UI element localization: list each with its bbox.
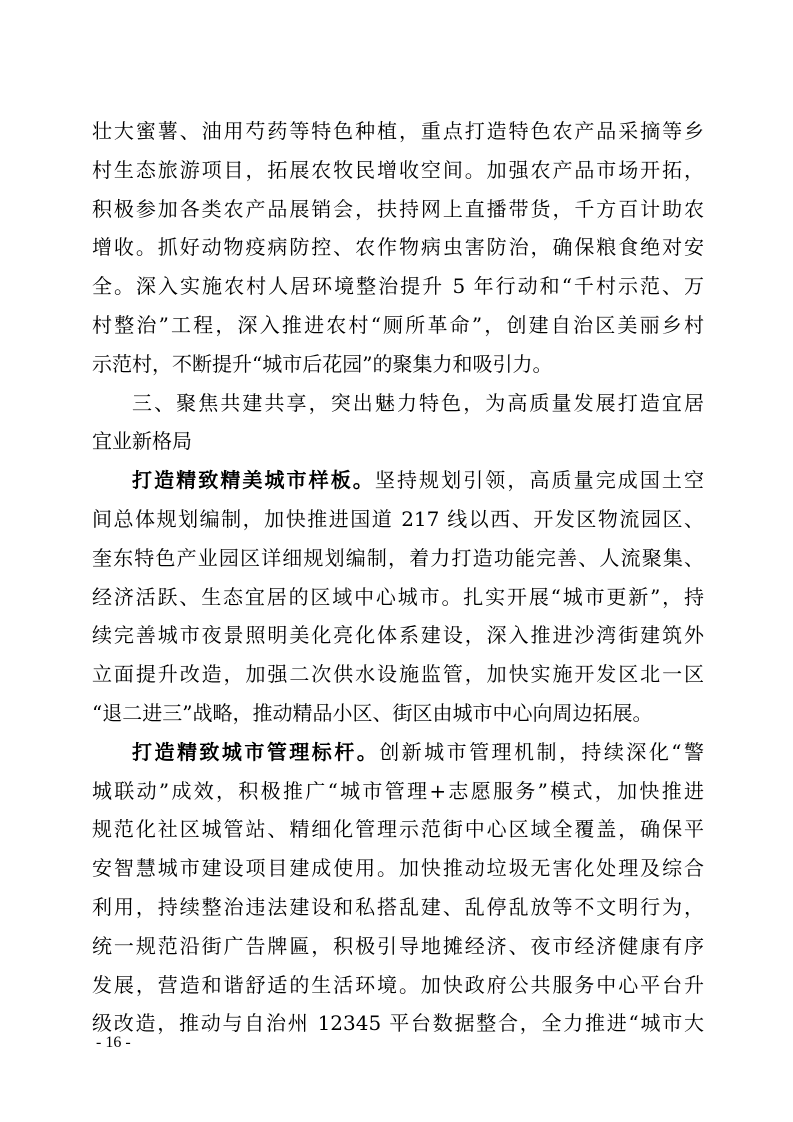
body-line: 间总体规划编制，加快推进国道 217 线以西、开发区物流园区、: [92, 506, 704, 531]
section-heading-continued: 宜业新格局: [92, 429, 192, 454]
body-line: 示范村，不断提升“城市后花园”的聚集力和吸引力。: [92, 351, 553, 376]
body-line: 积极参加各类农产品展销会，扶持网上直播带货，千方百计助农: [92, 196, 704, 221]
body-line: 奎东特色产业园区详细规划编制，着力打造功能完善、人流聚集、: [92, 545, 704, 570]
body-line: 续完善城市夜景照明美化亮化体系建设，深入推进沙湾街建筑外: [92, 623, 704, 648]
body-line: 壮大蜜薯、油用芍药等特色种植，重点打造特色农产品采摘等乡: [92, 119, 704, 143]
paragraph-first-line: [92, 733, 704, 772]
body-line: 村生态旅游项目，拓展农牧民增收空间。加强农产品市场开拓，: [92, 157, 704, 182]
body-line: 城联动”成效，积极推广“城市管理+志愿服务”模式，加快推进: [92, 778, 704, 803]
body-line: 安智慧城市建设项目建成使用。加快推动垃圾无害化处理及综合: [92, 856, 704, 881]
body-line: 经济活跃、生态宜居的区域中心城市。扎实开展“城市更新”，持: [92, 584, 704, 609]
body-line: 发展，营造和谐舒适的生活环境。加快政府公共服务中心平台升: [92, 972, 704, 997]
body-line: 级改造，推动与自治州 12345 平台数据整合，全力推进“城市大: [92, 1011, 704, 1036]
body-line: 统一规范沿街广告牌匾，积极引导地摊经济、夜市经济健康有序: [92, 933, 704, 958]
paragraph-first-line: [92, 461, 704, 500]
paragraph-lead-title: 打造精致城市管理标杆。: [132, 739, 380, 764]
paragraph-lead-text: 创新城市管理机制，持续深化“警: [379, 739, 705, 764]
paragraph-lead-title: 打造精致精美城市样板。: [132, 468, 375, 493]
body-line: “退二进三”战略，推动精品小区、街区由城市中心向周边拓展。: [92, 700, 653, 725]
section-heading: 三、聚焦共建共享，突出魅力特色，为高质量发展打造宜居: [132, 390, 704, 415]
body-line: 规范化社区城管站、精细化管理示范街中心区域全覆盖，确保平: [92, 817, 704, 842]
body-line: 增收。抓好动物疫病防控、农作物病虫害防治，确保粮食绝对安: [92, 235, 704, 260]
paragraph-lead-text: 坚持规划引领，高质量完成国土空: [374, 468, 705, 493]
page-number: - 16 -: [96, 1034, 131, 1051]
body-line: 全。深入实施农村人居环境整治提升 5 年行动和“千村示范、万: [92, 274, 704, 299]
body-line: 利用，持续整治违法建设和私搭乱建、乱停乱放等不文明行为，: [92, 894, 704, 919]
body-line: 村整治”工程，深入推进农村“厕所革命”，创建自治区美丽乡村: [92, 312, 704, 337]
body-line: 立面提升改造，加强二次供水设施监管，加快实施开发区北一区: [92, 662, 704, 687]
document-body: [92, 112, 704, 1043]
